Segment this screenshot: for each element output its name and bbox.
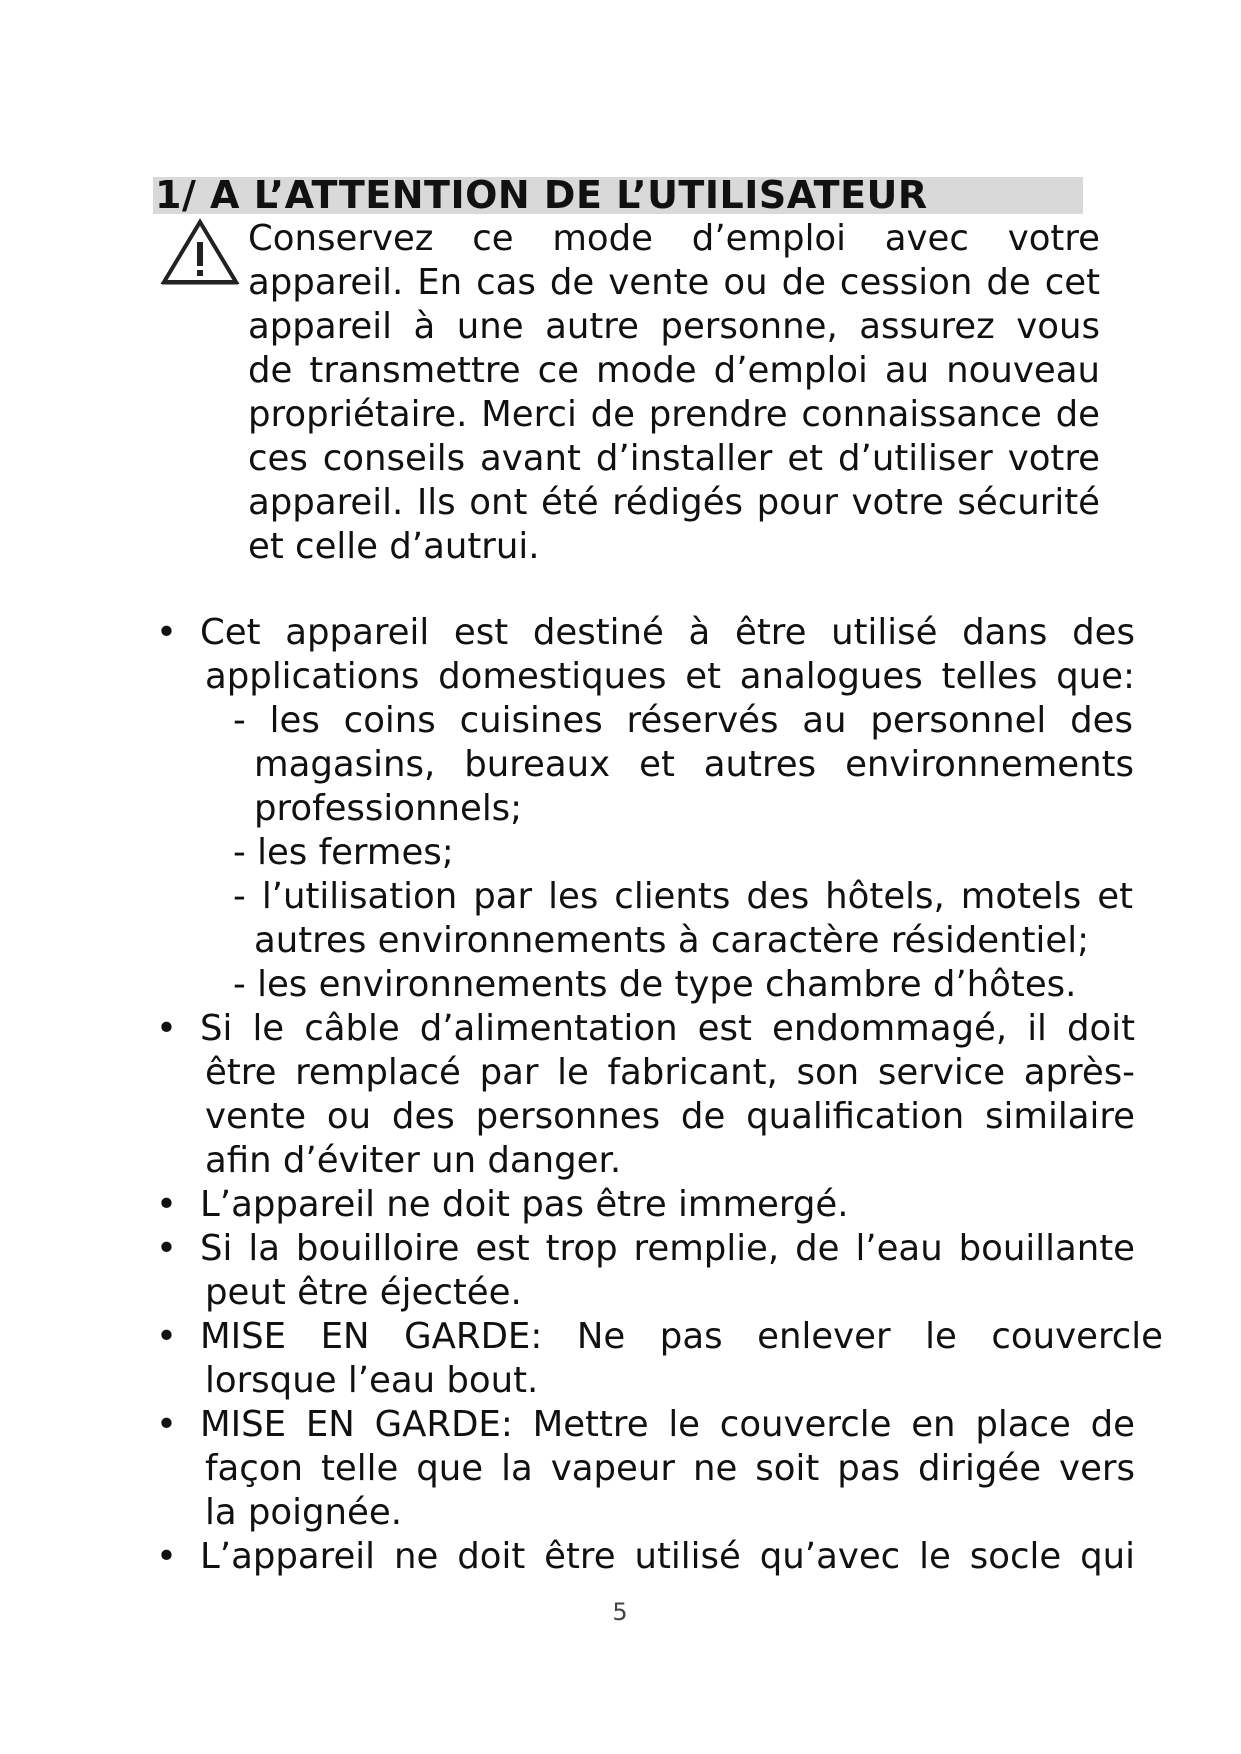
list-item-text: façon telle que la vapeur ne soit pas dirigée vers bbox=[205, 1448, 1135, 1489]
intro-line: propriétaire. Merci de prendre connaissance de bbox=[248, 394, 1100, 435]
sub-item-continuation bbox=[150, 919, 1150, 963]
list-item-continuation bbox=[150, 1139, 1150, 1183]
intro-line: et celle d’autrui. bbox=[248, 526, 540, 567]
list-item-text: MISE EN GARDE: Mettre le couvercle en place de bbox=[200, 1404, 1135, 1445]
intro-line: Conservez ce mode d’emploi avec votre bbox=[248, 218, 1100, 259]
list-item-text: lorsque l’eau bout. bbox=[205, 1360, 539, 1401]
list-item bbox=[150, 611, 1150, 655]
sub-item-text: - les environnements de type chambre d’hôtes. bbox=[233, 964, 1077, 1005]
bullet-icon: • bbox=[156, 612, 177, 653]
list-item-continuation bbox=[150, 1447, 1150, 1491]
intro-line: ces conseils avant d’installer et d’utiliser votre bbox=[248, 438, 1100, 479]
list-item bbox=[150, 1183, 1150, 1227]
list-item-text: Si le câble d’alimentation est endommagé, il doit bbox=[200, 1008, 1135, 1049]
sub-item-text: - l’utilisation par les clients des hôtels, motels et bbox=[233, 876, 1133, 917]
list-item-text: L’appareil ne doit être utilisé qu’avec le socle qui bbox=[200, 1536, 1135, 1577]
warning-triangle-icon bbox=[160, 218, 240, 288]
sub-item bbox=[150, 699, 1150, 743]
list-item-continuation bbox=[150, 1359, 1150, 1403]
sub-item bbox=[150, 831, 1150, 875]
sub-item-text: - les fermes; bbox=[233, 832, 454, 873]
list-item-text: MISE EN GARDE: Ne pas enlever le couvercle bbox=[200, 1316, 1163, 1357]
list-item bbox=[150, 1315, 1163, 1359]
list-item-text: applications domestiques et analogues telles que: bbox=[205, 656, 1135, 697]
list-item-continuation bbox=[150, 1095, 1150, 1139]
intro-line: appareil à une autre personne, assurez vous bbox=[248, 306, 1100, 347]
list-item-text: vente ou des personnes de qualification similaire bbox=[205, 1096, 1135, 1137]
list-item bbox=[150, 1007, 1150, 1051]
intro-line: appareil. En cas de vente ou de cession de cet bbox=[248, 262, 1100, 303]
sub-item bbox=[150, 963, 1150, 1007]
sub-item-text: - les coins cuisines réservés au personnel des bbox=[233, 700, 1133, 741]
list-item bbox=[150, 1227, 1150, 1271]
section-heading: 1/ A L’ATTENTION DE L’UTILISATEUR bbox=[153, 177, 1083, 214]
sub-item bbox=[150, 875, 1150, 919]
list-item bbox=[150, 1403, 1150, 1447]
list-item-text: peut être éjectée. bbox=[205, 1272, 522, 1313]
bullet-icon: • bbox=[156, 1184, 177, 1225]
list-item-text: afin d’éviter un danger. bbox=[205, 1140, 622, 1181]
list-item-text: la poignée. bbox=[205, 1492, 403, 1533]
sub-item-text: professionnels; bbox=[254, 788, 523, 829]
safety-bullet-list bbox=[150, 611, 1163, 1579]
bullet-icon: • bbox=[156, 1008, 177, 1049]
sub-item-continuation bbox=[150, 743, 1150, 787]
list-item-continuation bbox=[150, 655, 1150, 699]
intro-line: appareil. Ils ont été rédigés pour votre sécurité bbox=[248, 482, 1100, 523]
sub-item-text: autres environnements à caractère résidentiel; bbox=[254, 920, 1090, 961]
bullet-icon: • bbox=[156, 1536, 177, 1577]
list-item bbox=[150, 1535, 1150, 1579]
bullet-icon: • bbox=[156, 1316, 177, 1357]
intro-line: de transmettre ce mode d’emploi au nouveau bbox=[248, 350, 1100, 391]
sub-item-continuation bbox=[150, 787, 1150, 831]
bullet-icon: • bbox=[156, 1228, 177, 1269]
page-number: 5 bbox=[612, 1598, 628, 1626]
list-item-text: Cet appareil est destiné à être utilisé dans des bbox=[200, 612, 1135, 653]
list-item-continuation bbox=[150, 1271, 1150, 1315]
list-item-continuation bbox=[150, 1491, 1150, 1535]
sub-item-text: magasins, bureaux et autres environnements bbox=[254, 744, 1134, 785]
intro-paragraph bbox=[248, 217, 1100, 569]
list-item-text: Si la bouilloire est trop remplie, de l’eau bouillante bbox=[200, 1228, 1135, 1269]
bullet-icon: • bbox=[156, 1404, 177, 1445]
list-item-text: L’appareil ne doit pas être immergé. bbox=[200, 1184, 849, 1225]
list-item-continuation bbox=[150, 1051, 1150, 1095]
list-item-text: être remplacé par le fabricant, son service après- bbox=[205, 1052, 1135, 1093]
